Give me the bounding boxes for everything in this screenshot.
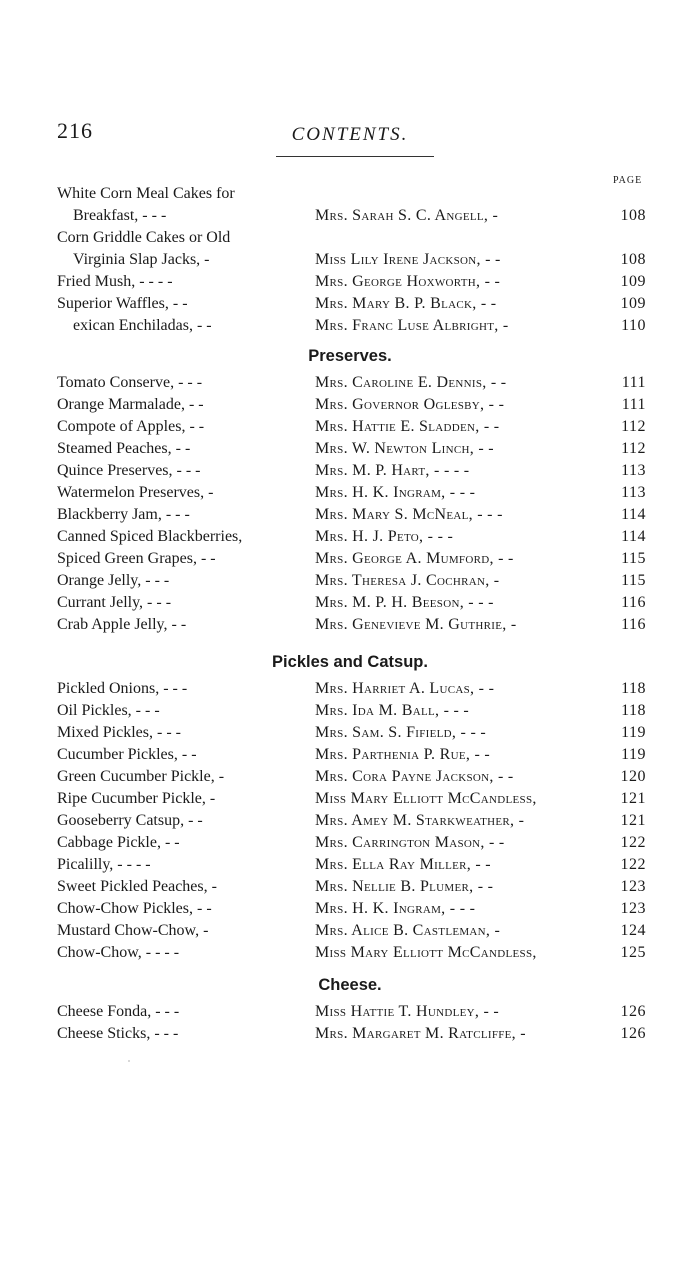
contributor-name: Mrs. Mary B. P. Black, - - [315, 295, 497, 312]
contents-entry [0, 482, 700, 504]
recipe-name: Orange Jelly, - - - [57, 572, 170, 589]
contributor-name: Mrs. Sam. S. Fifield, - - - [315, 724, 487, 741]
recipe-name: Superior Waffles, - - [57, 295, 188, 312]
contributor-name: Mrs. Amey M. Starkweather, - [315, 812, 525, 829]
contributor-name: Miss Hattie T. Hundley, - - [315, 1003, 500, 1020]
recipe-name: Green Cucumber Pickle, - [57, 768, 225, 785]
contents-entry [0, 810, 700, 832]
page-reference: 113 [621, 462, 646, 479]
recipe-name: Canned Spiced Blackberries, [57, 528, 243, 545]
recipe-name: Mixed Pickles, - - - [57, 724, 181, 741]
contributor-name: Mrs. George A. Mumford, - - [315, 550, 514, 567]
contributor-name: Mrs. Margaret M. Ratcliffe, - [315, 1025, 526, 1042]
contents-entry [0, 722, 700, 744]
contents-entry [0, 788, 700, 810]
contributor-name: Mrs. Ida M. Ball, - - - [315, 702, 470, 719]
recipe-name: Cheese Fonda, - - - [57, 1003, 180, 1020]
contributor-name: Mrs. Theresa J. Cochran, - [315, 572, 500, 589]
page-reference: 123 [620, 878, 646, 895]
recipe-name: Compote of Apples, - - [57, 418, 205, 435]
contents-entry [0, 394, 700, 416]
contents-entry [0, 898, 700, 920]
recipe-name: Gooseberry Catsup, - - [57, 812, 203, 829]
contents-entry [0, 372, 700, 394]
contributor-name: Miss Mary Elliott McCandless, [315, 790, 537, 807]
page-reference: 126 [620, 1025, 646, 1042]
contents-entry [0, 592, 700, 614]
page-reference: 119 [621, 724, 646, 741]
contents-entry [0, 526, 700, 548]
recipe-name: exican Enchiladas, - - [73, 317, 212, 334]
contributor-name: Mrs. Governor Oglesby, - - [315, 396, 505, 413]
contents-entry [0, 678, 700, 700]
page-reference: 116 [621, 616, 646, 633]
page-reference: 118 [621, 702, 646, 719]
recipe-name: Corn Griddle Cakes or Old [57, 229, 231, 246]
paper-speck [128, 1060, 130, 1062]
contents-entry [0, 1023, 700, 1045]
page-reference: 111 [621, 396, 646, 413]
recipe-name: Watermelon Preserves, - [57, 484, 214, 501]
contributor-name: Mrs. Ella Ray Miller, - - [315, 856, 491, 873]
page-reference: 115 [621, 572, 646, 589]
page-reference: 111 [621, 374, 646, 391]
contributor-name: Mrs. George Hoxworth, - - [315, 273, 501, 290]
contributor-name: Mrs. Harriet A. Lucas, - - [315, 680, 495, 697]
page-column-label: PAGE [613, 175, 643, 186]
recipe-name: Chow-Chow Pickles, - - [57, 900, 212, 917]
contributor-name: Mrs. Alice B. Castleman, - [315, 922, 501, 939]
section-heading: Pickles and Catsup. [272, 653, 428, 671]
section-heading: Cheese. [318, 976, 382, 994]
section-heading: Preserves. [308, 347, 392, 365]
page-reference: 115 [621, 550, 646, 567]
contributor-name: Miss Mary Elliott McCandless, [315, 944, 537, 961]
page-reference: 124 [620, 922, 646, 939]
page-reference: 122 [620, 834, 646, 851]
contributor-name: Mrs. M. P. Hart, - - - - [315, 462, 470, 479]
recipe-name: Fried Mush, - - - - [57, 273, 173, 290]
contents-entry [0, 920, 700, 942]
recipe-name: Quince Preserves, - - - [57, 462, 201, 479]
page-reference: 112 [621, 418, 646, 435]
page-number: 216 [57, 118, 93, 143]
page-reference: 122 [620, 856, 646, 873]
contents-entry [0, 183, 700, 205]
contents-entry [0, 205, 700, 227]
recipe-name: Tomato Conserve, - - - [57, 374, 203, 391]
recipe-name: Steamed Peaches, - - [57, 440, 191, 457]
contents-entry [0, 854, 700, 876]
contributor-name: Mrs. Mary S. McNeal, - - - [315, 506, 503, 523]
contents-entry [0, 548, 700, 570]
contents-entry [0, 832, 700, 854]
recipe-name: Chow-Chow, - - - - [57, 944, 180, 961]
contents-entry [0, 1001, 700, 1023]
page-reference: 109 [620, 273, 646, 290]
page-reference: 125 [620, 944, 646, 961]
contents-entry [0, 438, 700, 460]
contributor-name: Mrs. Caroline E. Dennis, - - [315, 374, 507, 391]
recipe-name: Pickled Onions, - - - [57, 680, 188, 697]
page-reference: 114 [621, 528, 646, 545]
recipe-name: Ripe Cucumber Pickle, - [57, 790, 216, 807]
recipe-name: Cucumber Pickles, - - [57, 746, 197, 763]
contents-entry [0, 614, 700, 636]
page-reference: 108 [620, 207, 646, 224]
contents-entry [0, 766, 700, 788]
page-reference: 123 [620, 900, 646, 917]
page-reference: 113 [621, 484, 646, 501]
recipe-name: Oil Pickles, - - - [57, 702, 160, 719]
contents-entry [0, 293, 700, 315]
contents-entry [0, 416, 700, 438]
page-reference: 119 [621, 746, 646, 763]
page-reference: 118 [621, 680, 646, 697]
contents-entry [0, 315, 700, 337]
contributor-name: Mrs. Sarah S. C. Angell, - [315, 207, 499, 224]
contents-entry [0, 744, 700, 766]
contents-entry [0, 249, 700, 271]
recipe-name: Sweet Pickled Peaches, - [57, 878, 217, 895]
contents-entry [0, 271, 700, 293]
page-reference: 112 [621, 440, 646, 457]
recipe-name: Blackberry Jam, - - - [57, 506, 190, 523]
contents-entry [0, 460, 700, 482]
page-reference: 121 [620, 790, 646, 807]
contributor-name: Mrs. Cora Payne Jackson, - - [315, 768, 514, 785]
contributor-name: Mrs. W. Newton Linch, - - [315, 440, 494, 457]
contributor-name: Mrs. Genevieve M. Guthrie, - [315, 616, 517, 633]
contents-entry [0, 504, 700, 526]
recipe-name: Currant Jelly, - - - [57, 594, 172, 611]
recipe-name: Mustard Chow-Chow, - [57, 922, 209, 939]
contributor-name: Mrs. Parthenia P. Rue, - - [315, 746, 491, 763]
contributor-name: Mrs. Nellie B. Plumer, - - [315, 878, 494, 895]
contents-entry [0, 876, 700, 898]
contents-entry [0, 942, 700, 964]
contents-entry [0, 700, 700, 722]
contributor-name: Mrs. H. K. Ingram, - - - [315, 484, 476, 501]
contributor-name: Mrs. H. K. Ingram, - - - [315, 900, 476, 917]
running-head: CONTENTS. [291, 124, 409, 145]
contributor-name: Mrs. Franc Luse Albright, - [315, 317, 509, 334]
recipe-name: Picalilly, - - - - [57, 856, 151, 873]
contributor-name: Mrs. Carrington Mason, - - [315, 834, 505, 851]
recipe-name: Virginia Slap Jacks, - [73, 251, 210, 268]
recipe-name: White Corn Meal Cakes for [57, 185, 235, 202]
contents-entry [0, 570, 700, 592]
recipe-name: Cheese Sticks, - - - [57, 1025, 179, 1042]
page-reference: 110 [621, 317, 646, 334]
page-reference: 114 [621, 506, 646, 523]
header-rule [276, 156, 434, 157]
page-reference: 116 [621, 594, 646, 611]
recipe-name: Spiced Green Grapes, - - [57, 550, 216, 567]
page-reference: 121 [620, 812, 646, 829]
recipe-name: Breakfast, - - - [73, 207, 167, 224]
contents-entry [0, 227, 700, 249]
recipe-name: Crab Apple Jelly, - - [57, 616, 187, 633]
contributor-name: Mrs. Hattie E. Sladden, - - [315, 418, 500, 435]
page-reference: 126 [620, 1003, 646, 1020]
page-reference: 109 [620, 295, 646, 312]
recipe-name: Orange Marmalade, - - [57, 396, 204, 413]
page-reference: 120 [620, 768, 646, 785]
recipe-name: Cabbage Pickle, - - [57, 834, 180, 851]
page-reference: 108 [620, 251, 646, 268]
contributor-name: Mrs. H. J. Peto, - - - [315, 528, 454, 545]
contributor-name: Miss Lily Irene Jackson, - - [315, 251, 501, 268]
contributor-name: Mrs. M. P. H. Beeson, - - - [315, 594, 494, 611]
